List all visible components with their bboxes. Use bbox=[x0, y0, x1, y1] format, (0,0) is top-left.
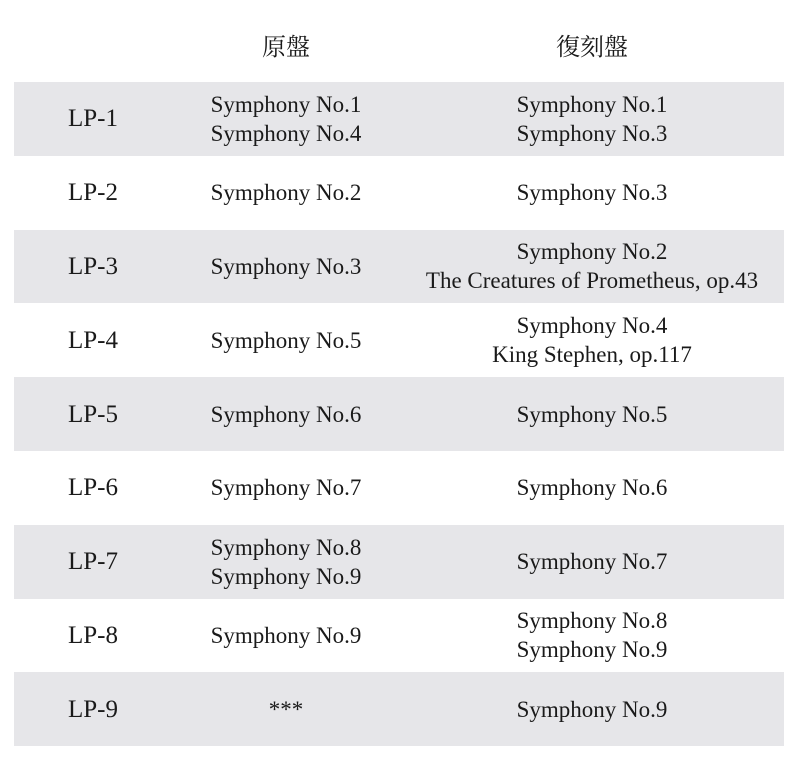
lp-label: LP-2 bbox=[68, 179, 118, 207]
original-track: Symphony No.2 bbox=[210, 180, 362, 206]
original-track: Symphony No.5 bbox=[210, 327, 362, 353]
header-reissue: 復刻盤 bbox=[556, 35, 628, 61]
table-row bbox=[14, 230, 784, 304]
reissue-track: Symphony No.9 bbox=[516, 637, 668, 663]
lp-label: LP-5 bbox=[68, 400, 118, 428]
original-track: Symphony No.9 bbox=[210, 563, 362, 589]
original-cell bbox=[172, 230, 400, 304]
original-track: Symphony No.4 bbox=[210, 120, 362, 146]
reissue-cell bbox=[400, 377, 784, 451]
reissue-cell bbox=[400, 303, 784, 377]
table-header bbox=[14, 20, 784, 76]
table-row bbox=[14, 525, 784, 599]
reissue-track: Symphony No.9 bbox=[516, 696, 668, 722]
original-track: Symphony No.1 bbox=[210, 91, 362, 117]
original-track: Symphony No.9 bbox=[210, 622, 362, 648]
reissue-cell bbox=[400, 525, 784, 599]
reissue-cell bbox=[400, 599, 784, 673]
lp-label: LP-7 bbox=[68, 548, 118, 576]
table-row bbox=[14, 672, 784, 746]
original-cell bbox=[172, 672, 400, 746]
original-cell bbox=[172, 599, 400, 673]
reissue-track: Symphony No.7 bbox=[516, 549, 668, 575]
lp-label: LP-9 bbox=[68, 695, 118, 723]
reissue-cell bbox=[400, 451, 784, 525]
original-track: Symphony No.3 bbox=[210, 253, 362, 279]
original-cell bbox=[172, 377, 400, 451]
reissue-cell bbox=[400, 672, 784, 746]
reissue-track: Symphony No.4 bbox=[516, 313, 668, 339]
original-track: Symphony No.7 bbox=[210, 475, 362, 501]
table-row bbox=[14, 156, 784, 230]
reissue-cell bbox=[400, 156, 784, 230]
table-row bbox=[14, 377, 784, 451]
original-cell bbox=[172, 82, 400, 156]
lp-label: LP-3 bbox=[68, 252, 118, 280]
reissue-track: Symphony No.8 bbox=[516, 608, 668, 634]
reissue-track: Symphony No.6 bbox=[516, 475, 668, 501]
lp-label: LP-4 bbox=[68, 326, 118, 354]
reissue-track: King Stephen, op.117 bbox=[492, 342, 692, 368]
reissue-cell bbox=[400, 82, 784, 156]
table-row bbox=[14, 599, 784, 673]
reissue-track: Symphony No.5 bbox=[516, 401, 668, 427]
lp-comparison-table bbox=[14, 82, 784, 746]
header-lp bbox=[14, 20, 172, 76]
reissue-track: Symphony No.3 bbox=[516, 180, 668, 206]
reissue-cell bbox=[400, 230, 784, 304]
reissue-track: The Creatures of Prometheus, op.43 bbox=[425, 268, 759, 294]
original-cell bbox=[172, 525, 400, 599]
reissue-track: Symphony No.1 bbox=[516, 91, 668, 117]
original-cell bbox=[172, 303, 400, 377]
reissue-track: Symphony No.3 bbox=[516, 120, 668, 146]
table-row bbox=[14, 451, 784, 525]
table-row bbox=[14, 82, 784, 156]
original-track: Symphony No.8 bbox=[210, 534, 362, 560]
original-cell bbox=[172, 451, 400, 525]
original-track: *** bbox=[268, 696, 304, 722]
lp-label: LP-8 bbox=[68, 621, 118, 649]
original-track: Symphony No.6 bbox=[210, 401, 362, 427]
table-row bbox=[14, 303, 784, 377]
original-cell bbox=[172, 156, 400, 230]
reissue-track: Symphony No.2 bbox=[516, 239, 668, 265]
header-original: 原盤 bbox=[262, 35, 310, 61]
lp-label: LP-1 bbox=[68, 105, 118, 133]
lp-label: LP-6 bbox=[68, 474, 118, 502]
